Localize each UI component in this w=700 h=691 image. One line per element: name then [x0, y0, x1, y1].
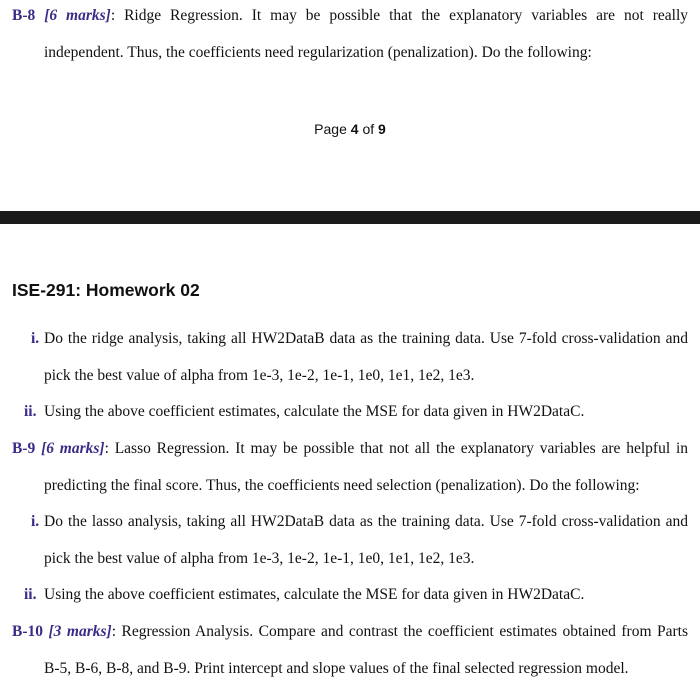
- page-header-title: ISE-291: Homework 02: [12, 280, 200, 300]
- b9-label: B-9: [12, 440, 36, 457]
- b8-item-i-line2: pick the best value of alpha from 1e-3, 1e-2, 1e-1, 1e0, 1e1, 1e2, 1e3.: [44, 367, 475, 384]
- b9-marks: [6 marks]: [41, 440, 105, 457]
- b10-text-line1: Compare and contrast the coefficient estimates obtained from Parts: [258, 623, 688, 640]
- b8-question-line1: [12, 6, 688, 26]
- b9-text-line2: predicting the final score. Thus, the coefficients need selection (penalization). Do the following:: [44, 477, 640, 494]
- b9-title: : Lasso Regression.: [104, 440, 230, 457]
- b10-label: B-10: [12, 623, 43, 640]
- b8-text-line2: independent. Thus, the coefficients need regularization (penalization). Do the following:: [44, 44, 592, 61]
- b10-question-line1: [12, 622, 688, 642]
- b9-item-ii-marker: ii.: [24, 586, 37, 603]
- b8-item-i-marker: i.: [31, 330, 40, 347]
- b9-item-i-marker: i.: [31, 513, 40, 530]
- b8-marks: [6 marks]: [44, 7, 111, 24]
- b8-label: B-8: [12, 7, 36, 24]
- b10-title: : Regression Analysis.: [111, 623, 254, 640]
- b9-item-i-line2: pick the best value of alpha from 1e-3, 1e-2, 1e-1, 1e0, 1e1, 1e2, 1e3.: [44, 550, 475, 567]
- b9-item-i-line1: Do the lasso analysis, taking all HW2DataB data as the training data. Use 7-fold cross-validation and: [44, 513, 688, 530]
- total-pages: 9: [378, 121, 386, 137]
- b8-item-ii-line1: Using the above coefficient estimates, calculate the MSE for data given in HW2DataC.: [44, 403, 585, 420]
- b9-text-line1: It may be possible that not all the explanatory variables are helpful in: [235, 440, 688, 457]
- b8-item-i-line1: Do the ridge analysis, taking all HW2DataB data as the training data. Use 7-fold cross-validation and: [44, 330, 688, 347]
- current-page: 4: [350, 121, 359, 137]
- b8-title: : Ridge Regression.: [110, 7, 243, 24]
- b9-question-line1: [12, 439, 688, 459]
- b9-item-ii-line1: Using the above coefficient estimates, calculate the MSE for data given in HW2DataC.: [44, 586, 585, 603]
- b8-text-line1: It may be possible that the explanatory variables are not really: [251, 7, 688, 24]
- b10-text-line2: B-5, B-6, B-8, and B-9. Print intercept and slope values of the final selected regression model.: [44, 660, 629, 677]
- b8-item-ii-marker: ii.: [24, 403, 37, 420]
- page-number-footer: Page 4 of 9: [314, 121, 386, 137]
- b10-marks: [3 marks]: [48, 623, 112, 640]
- page-break-divider: [0, 211, 700, 224]
